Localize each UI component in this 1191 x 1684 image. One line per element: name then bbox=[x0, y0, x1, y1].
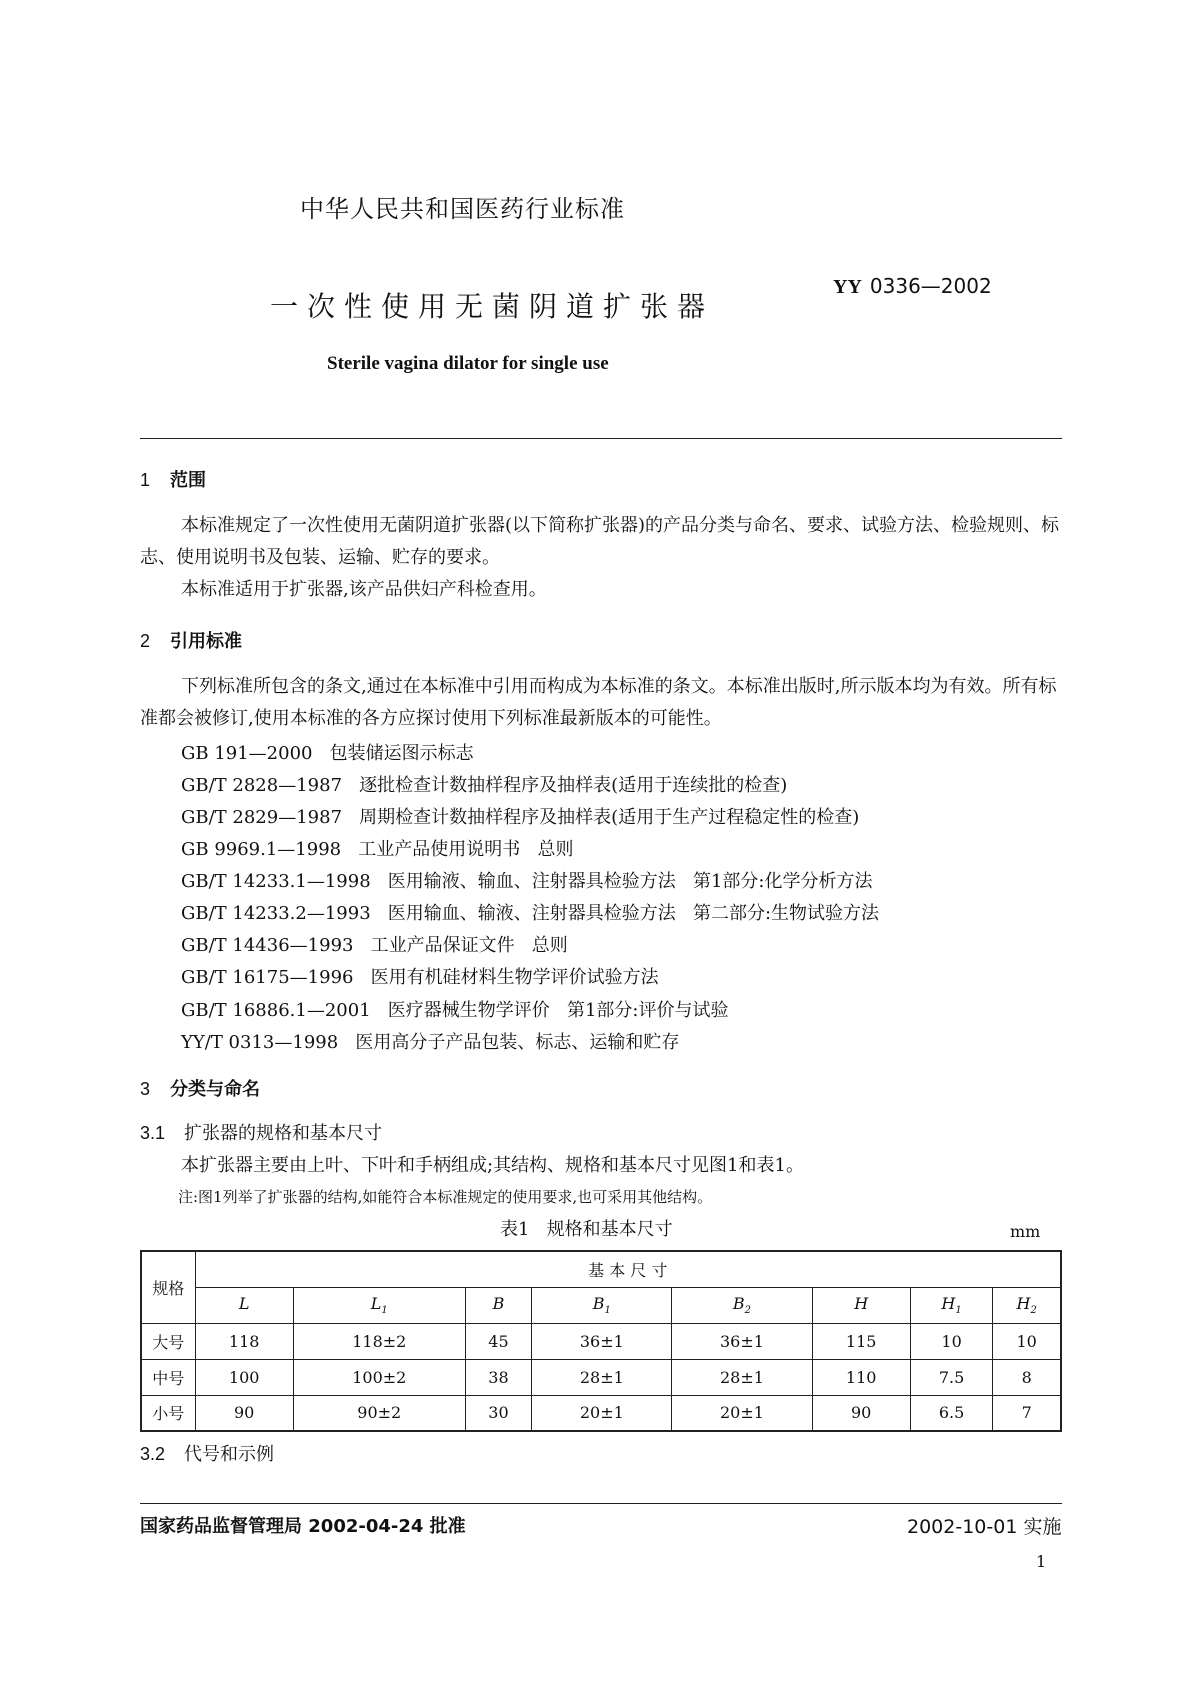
table-cell: 90 bbox=[195, 1395, 293, 1431]
implementation-date: 2002-10-01 实施 bbox=[907, 1516, 1062, 1538]
reference-item: GB/T 14233.2—1993 医用输血、输液、注射器具检验方法 第二部分:生物试验方法 bbox=[181, 903, 880, 924]
section-title: 扩张器的规格和基本尺寸 bbox=[184, 1123, 382, 1144]
table-cell: 7.5 bbox=[910, 1359, 992, 1395]
column-header: $H_1$ bbox=[910, 1287, 992, 1323]
table-cell: 36±1 bbox=[532, 1323, 672, 1359]
reference-item: GB/T 16175—1996 医用有机硅材料生物学评价试验方法 bbox=[181, 967, 659, 988]
table-cell: 110 bbox=[812, 1359, 910, 1395]
reference-item: GB/T 14436—1993 工业产品保证文件 总则 bbox=[181, 935, 568, 956]
section-title: 范围 bbox=[170, 470, 206, 491]
table-cell: 10 bbox=[910, 1323, 992, 1359]
section-title: 引用标准 bbox=[170, 631, 242, 652]
approval-line: 国家药品监督管理局 2002-04-24 批准 bbox=[140, 1516, 466, 1537]
table-cell: 118±2 bbox=[293, 1323, 465, 1359]
section-2-paragraph-1: 下列标准所包含的条文,通过在本标准中引用而构成为本标准的条文。本标准出版时,所示版本均为有效。所有标准都会被修订,使用本标准的各方应探讨使用下列标准最新版本的可能性。 bbox=[140, 676, 1057, 729]
table-row bbox=[141, 1359, 1061, 1395]
column-header: $B_2$ bbox=[672, 1287, 812, 1323]
spec-name-cell: 小号 bbox=[141, 1395, 195, 1431]
standard-code: 0336—2002 bbox=[869, 274, 992, 298]
section-3-1-note: 注:图1列举了扩张器的结构,如能符合本标准规定的使用要求,也可采用其他结构。 bbox=[178, 1188, 713, 1206]
issuing-body-title: 中华人民共和国医药行业标准 bbox=[300, 195, 625, 223]
section-number: 2 bbox=[140, 631, 151, 651]
table-cell: 100±2 bbox=[293, 1359, 465, 1395]
column-header: L bbox=[195, 1287, 293, 1323]
table-cell: 20±1 bbox=[532, 1395, 672, 1431]
standard-number bbox=[833, 274, 992, 299]
reference-item: GB 9969.1—1998 工业产品使用说明书 总则 bbox=[181, 839, 574, 860]
section-number: 3.1 bbox=[140, 1123, 166, 1143]
page-number: 1 bbox=[1036, 1552, 1047, 1571]
table-cell: 28±1 bbox=[532, 1359, 672, 1395]
table-cell: 90±2 bbox=[293, 1395, 465, 1431]
footer-divider bbox=[140, 1503, 1062, 1504]
document-title-en: Sterile vagina dilator for single use bbox=[327, 353, 609, 374]
section-3-1-heading bbox=[140, 1119, 382, 1145]
table-cell: 38 bbox=[465, 1359, 532, 1395]
section-number: 3 bbox=[140, 1079, 151, 1099]
spec-header-cell: 规格 bbox=[141, 1251, 195, 1323]
section-3-2-heading bbox=[140, 1440, 274, 1466]
table-row bbox=[141, 1323, 1061, 1359]
reference-item: YY/T 0313—1998 医用高分子产品包装、标志、运输和贮存 bbox=[181, 1032, 680, 1053]
reference-item: GB/T 2829—1987 周期检查计数抽样程序及抽样表(适用于生产过程稳定性的检查) bbox=[181, 807, 860, 828]
section-number: 3.2 bbox=[140, 1444, 166, 1464]
spec-name-cell: 中号 bbox=[141, 1359, 195, 1395]
table-row bbox=[141, 1395, 1061, 1431]
table-cell: 8 bbox=[993, 1359, 1061, 1395]
section-1-heading bbox=[140, 466, 206, 492]
table-cell: 115 bbox=[812, 1323, 910, 1359]
table-caption: 表1 规格和基本尺寸 bbox=[500, 1219, 673, 1240]
column-header: B bbox=[465, 1287, 532, 1323]
spec-table bbox=[140, 1250, 1062, 1432]
document-title-cn: 一次性使用无菌阴道扩张器 bbox=[270, 290, 715, 323]
section-1-paragraph-1: 本标准规定了一次性使用无菌阴道扩张器(以下简称扩张器)的产品分类与命名、要求、试验方法、检验规则、标志、使用说明书及包装、运输、贮存的要求。 bbox=[140, 515, 1060, 568]
section-3-1-paragraph: 本扩张器主要由上叶、下叶和手柄组成;其结构、规格和基本尺寸见图1和表1。 bbox=[181, 1155, 804, 1176]
table-cell: 90 bbox=[812, 1395, 910, 1431]
section-2-heading bbox=[140, 627, 242, 653]
table-cell: 7 bbox=[993, 1395, 1061, 1431]
column-header: H bbox=[812, 1287, 910, 1323]
table-cell: 118 bbox=[195, 1323, 293, 1359]
table-cell: 45 bbox=[465, 1323, 532, 1359]
reference-item: GB/T 14233.1—1998 医用输液、输血、注射器具检验方法 第1部分:化学分析方法 bbox=[181, 871, 873, 892]
standard-prefix: YY bbox=[833, 276, 862, 298]
reference-item: GB/T 2828—1987 逐批检查计数抽样程序及抽样表(适用于连续批的检查) bbox=[181, 775, 788, 796]
column-header: $L_1$ bbox=[293, 1287, 465, 1323]
column-header: $B_1$ bbox=[532, 1287, 672, 1323]
spec-name-cell: 大号 bbox=[141, 1323, 195, 1359]
reference-item: GB 191—2000 包装储运图示标志 bbox=[181, 743, 474, 764]
table-cell: 20±1 bbox=[672, 1395, 812, 1431]
section-title: 代号和示例 bbox=[184, 1444, 274, 1465]
table-cell: 6.5 bbox=[910, 1395, 992, 1431]
header-divider bbox=[140, 438, 1062, 439]
table-unit: mm bbox=[1010, 1222, 1041, 1241]
section-number: 1 bbox=[140, 470, 151, 490]
column-header: $H_2$ bbox=[993, 1287, 1061, 1323]
section-title: 分类与命名 bbox=[170, 1079, 260, 1100]
reference-item: GB/T 16886.1—2001 医疗器械生物学评价 第1部分:评价与试验 bbox=[181, 1000, 729, 1021]
table-cell: 28±1 bbox=[672, 1359, 812, 1395]
section-3-heading bbox=[140, 1075, 260, 1101]
table-cell: 36±1 bbox=[672, 1323, 812, 1359]
table-cell: 30 bbox=[465, 1395, 532, 1431]
dimension-group-header: 基 本 尺 寸 bbox=[195, 1251, 1061, 1287]
section-1-paragraph-2: 本标准适用于扩张器,该产品供妇产科检查用。 bbox=[181, 579, 547, 600]
table-cell: 10 bbox=[993, 1323, 1061, 1359]
table-cell: 100 bbox=[195, 1359, 293, 1395]
